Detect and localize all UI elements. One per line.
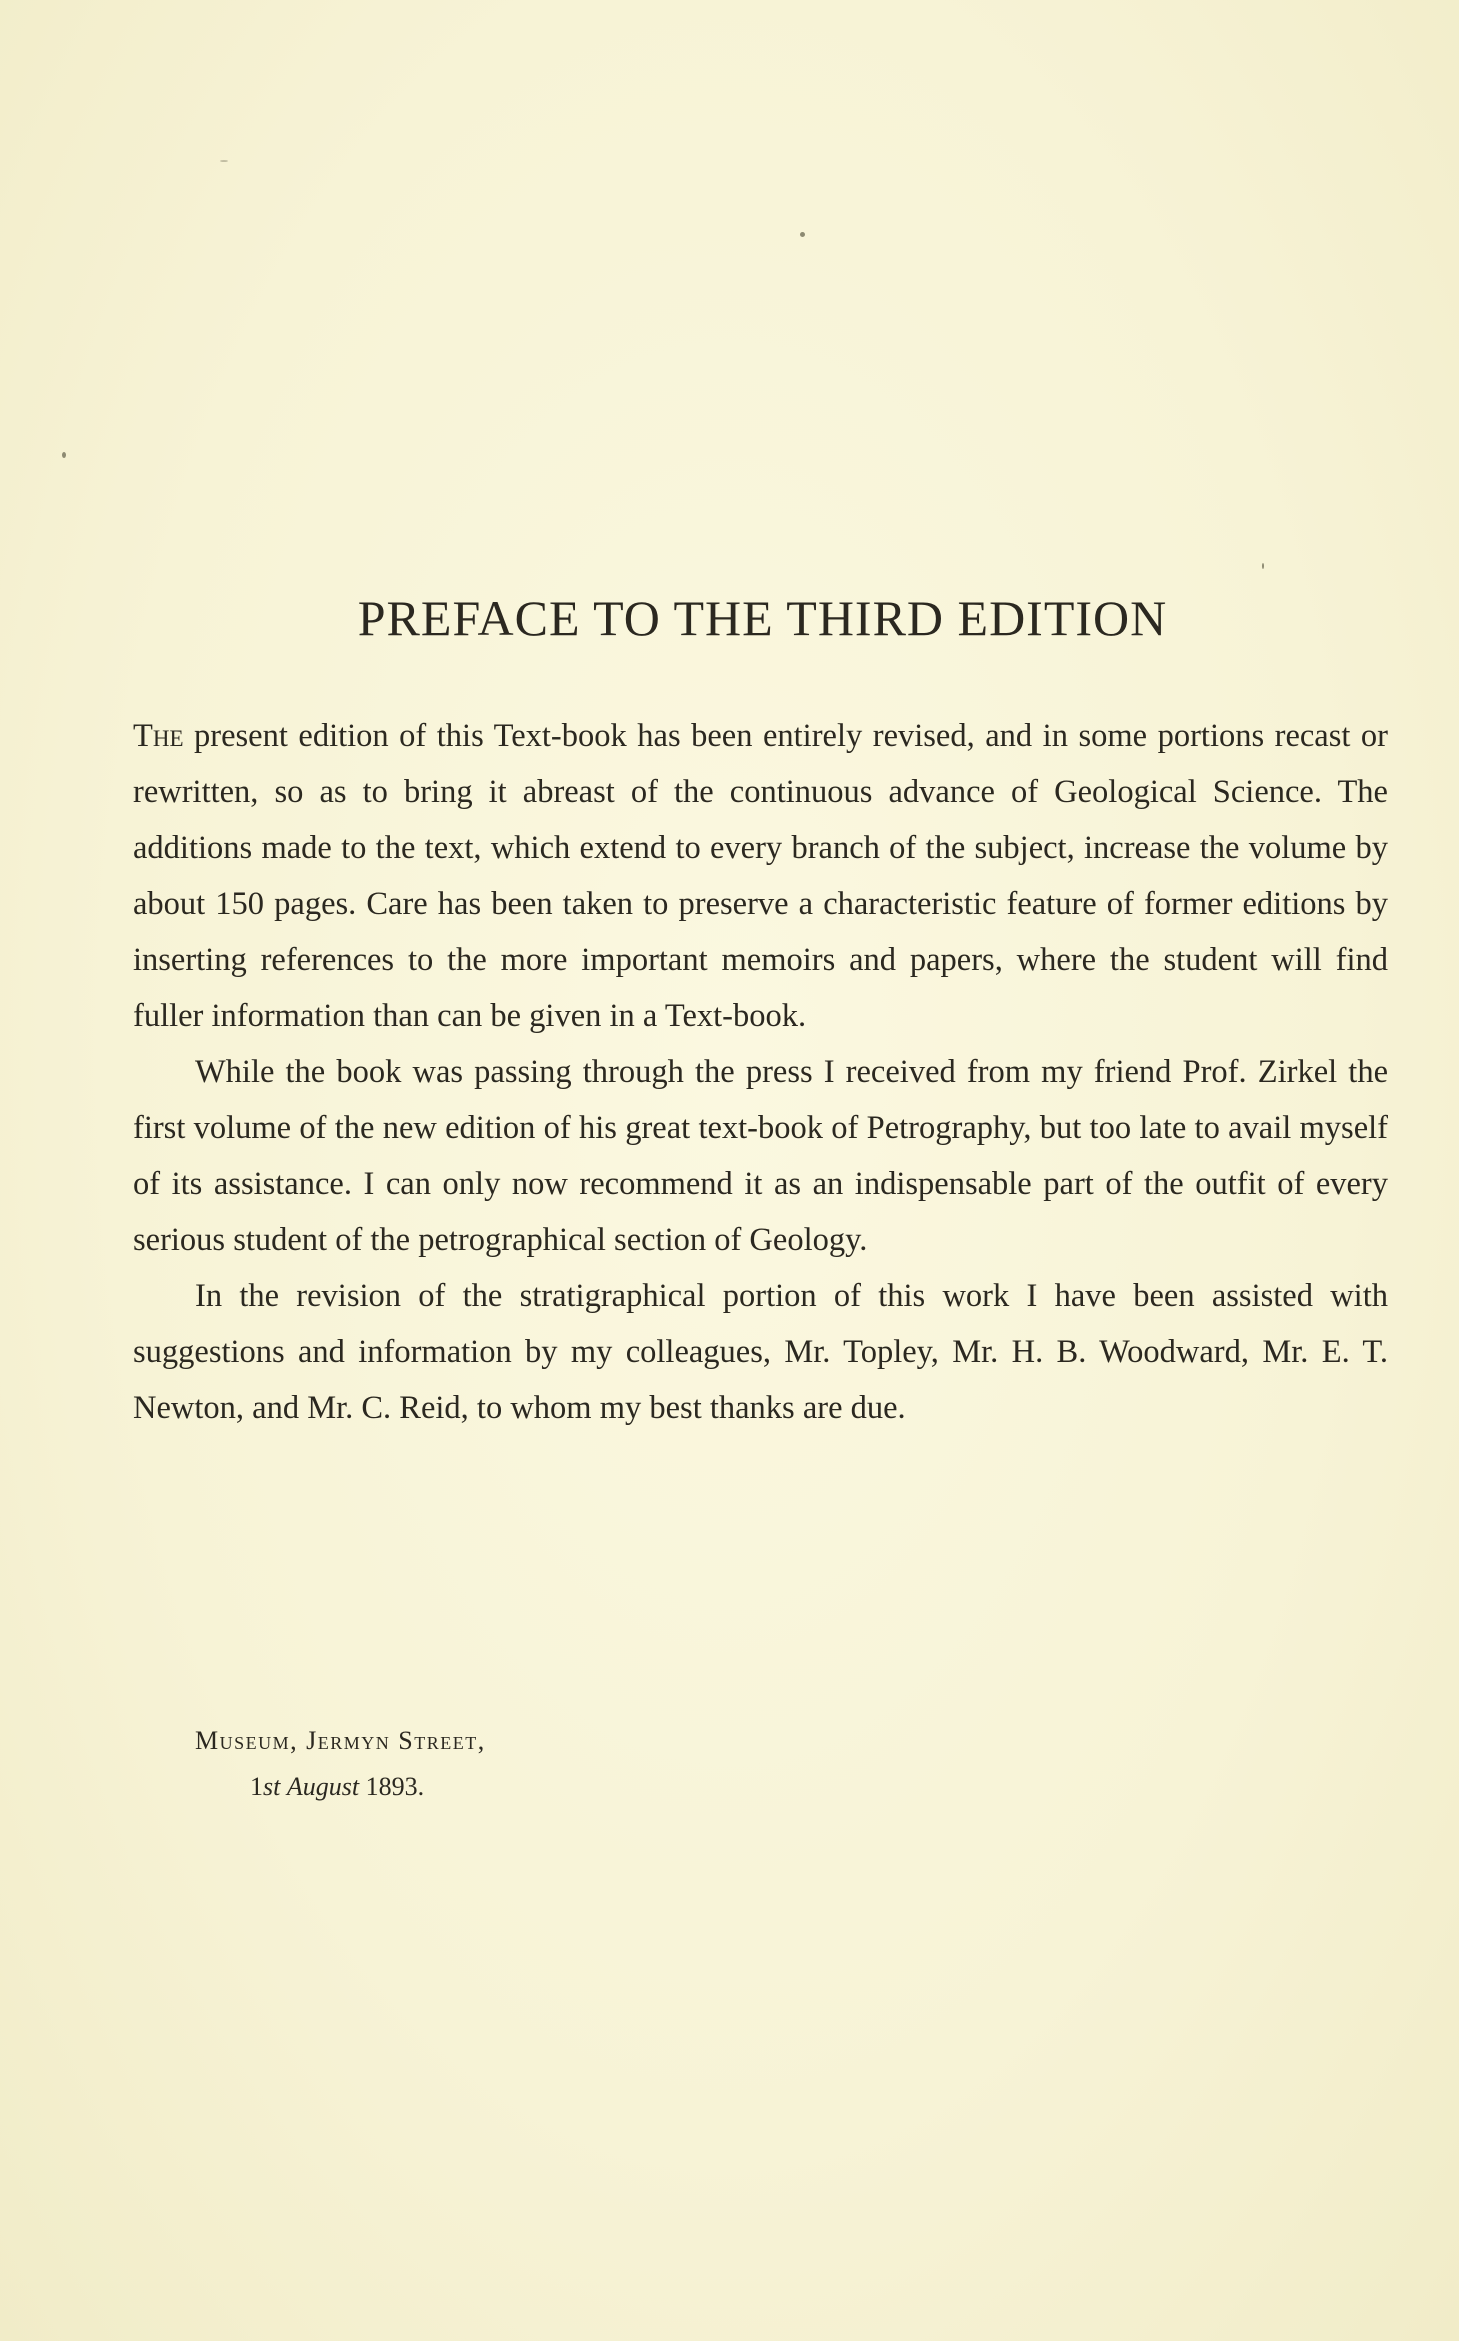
paragraph-3: In the revision of the stratigraphical portion of this work I have been assisted with suggestions and information by my colleagues, Mr. Topley, Mr. H. B. Woodward, Mr. E. T. Newton, and Mr. C. Reid, to whom my best thanks are due. xyxy=(133,1278,1388,1426)
preface-body xyxy=(133,708,1388,1436)
signoff-location: Museum, Jermyn Street, xyxy=(195,1726,486,1755)
paragraph-1 xyxy=(133,708,1388,1044)
signoff-day-suffix: st xyxy=(263,1772,281,1801)
signoff-date xyxy=(195,1764,486,1810)
signoff-day: 1 xyxy=(250,1772,263,1801)
page-title: PREFACE TO THE THIRD EDITION xyxy=(357,590,1168,646)
preface-heading-container xyxy=(250,588,1275,648)
page-speck xyxy=(62,452,66,458)
page-speck xyxy=(800,232,805,237)
page-speck xyxy=(220,160,228,162)
paragraph-1-lead: The xyxy=(133,718,184,754)
paragraph-1-text: present edition of this Text-book has been entirely revised, and in some portions recast or rewritten, so as to bring it abreast of the continuous advance of Geological Science. The additions made to the text, which extend to every branch of the subject, increase the volume by about 150 pages. Care has been taken to preserve a characteristic feature of former editions by inserting references to the more important memoirs and papers, where the student will find fuller information than can be given in a Text-book. xyxy=(133,718,1388,1034)
signoff-month: August xyxy=(286,1772,360,1801)
signoff xyxy=(195,1718,486,1810)
page-speck xyxy=(1262,563,1264,569)
signoff-year: 1893. xyxy=(365,1772,425,1801)
paragraph-2: While the book was passing through the press I received from my friend Prof. Zirkel the first volume of the new edition of his great text-book of Petrography, but too late to avail myself of its assistance. I can only now recommend it as an indispensable part of the outfit of every serious student of the petrographical section of Geology. xyxy=(133,1054,1388,1258)
